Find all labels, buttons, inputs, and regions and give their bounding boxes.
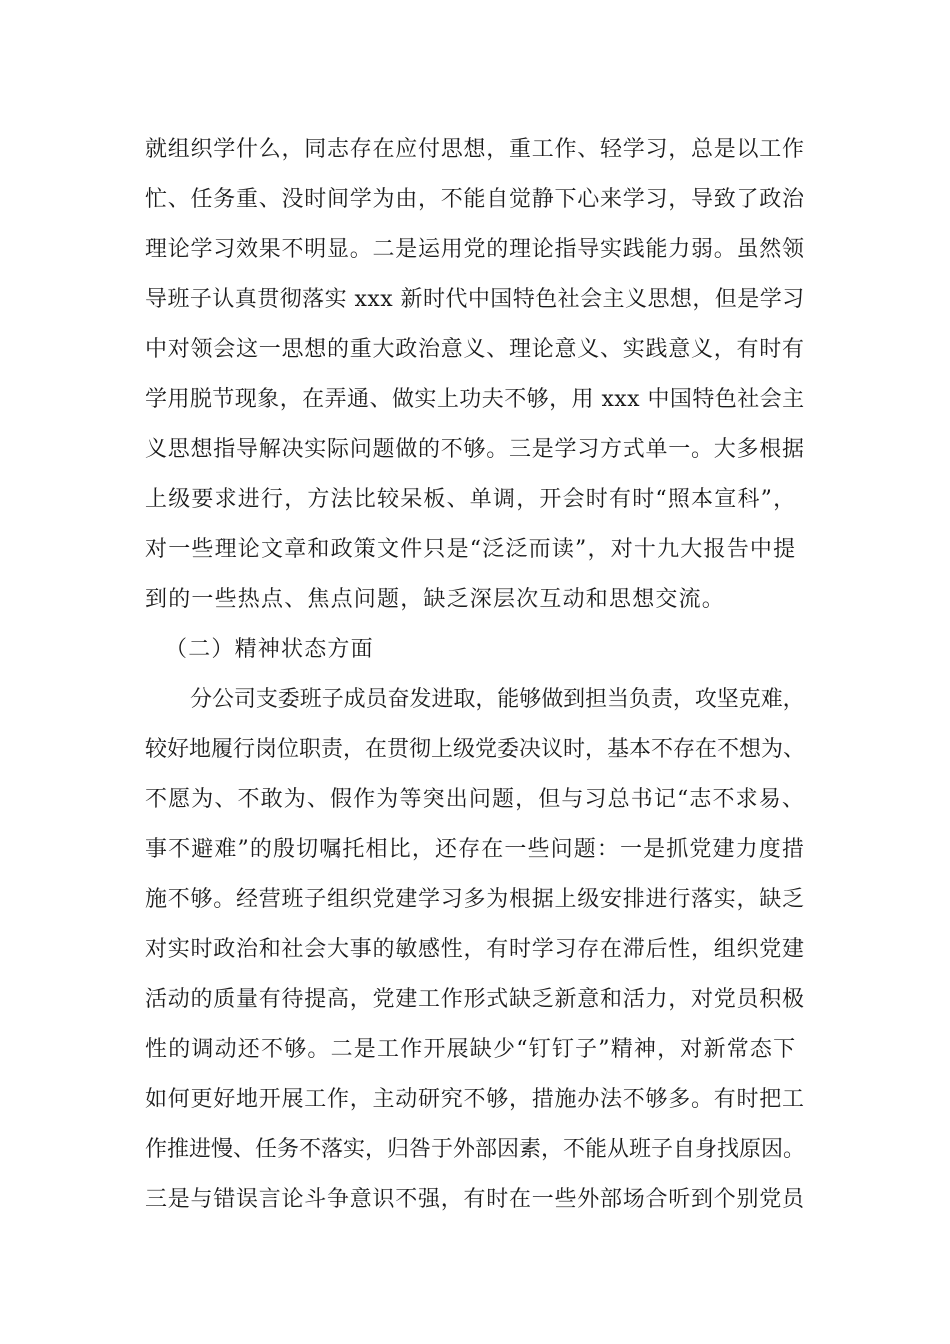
paragraph-line: 导班子认真贯彻落实 xxx 新时代中国特色社会主义思想，但是学习 <box>145 287 805 312</box>
paragraph-line: 如何更好地开展工作，主动研究不够，措施办法不够多。有时把工 <box>145 1087 805 1112</box>
paragraph-line: 三是与错误言论斗争意识不强，有时在一些外部场合听到个别党员 <box>145 1187 805 1212</box>
paragraph-line: 不愿为、不敢为、假作为等突出问题，但与习总书记“志不求易、 <box>145 787 806 812</box>
paragraph-line: 学用脱节现象，在弄通、做实上功夫不够，用 xxx 中国特色社会主 <box>145 387 805 412</box>
paragraph-line: 作推进慢、任务不落实，归咎于外部因素，不能从班子自身找原因。 <box>145 1137 806 1162</box>
paragraph-line: 事不避难”的殷切嘱托相比，还存在一些问题：一是抓党建力度措 <box>145 837 806 862</box>
paragraph-line: 上级要求进行，方法比较呆板、单调，开会时有时“照本宣科”， <box>145 487 797 512</box>
paragraph-line: 就组织学什么，同志存在应付思想，重工作、轻学习，总是以工作 <box>145 137 805 162</box>
paragraph-line: 对实时政治和社会大事的敏感性，有时学习存在滞后性，组织党建 <box>145 937 805 962</box>
paragraph-line: 中对领会这一思想的重大政治意义、理论意义、实践意义，有时有 <box>145 337 805 362</box>
paragraph-line: 活动的质量有待提高，党建工作形式缺乏新意和活力，对党员积极 <box>145 987 805 1012</box>
paragraph-line: 较好地履行岗位职责，在贯彻上级党委决议时，基本不存在不想为、 <box>145 737 806 762</box>
paragraph-line: 分公司支委班子成员奋发进取，能够做到担当负责，攻坚克难， <box>190 687 805 712</box>
paragraph-line: 义思想指导解决实际问题做的不够。三是学习方式单一。大多根据 <box>145 437 805 462</box>
section-heading: （二）精神状态方面 <box>165 637 374 662</box>
paragraph-line: 对一些理论文章和政策文件只是“泛泛而读”，对十九大报告中提 <box>145 537 797 562</box>
paragraph-line: 到的一些热点、焦点问题，缺乏深层次互动和思想交流。 <box>145 587 726 612</box>
paragraph-line: 理论学习效果不明显。二是运用党的理论指导实践能力弱。虽然领 <box>145 237 805 262</box>
paragraph-line: 施不够。经营班子组织党建学习多为根据上级安排进行落实，缺乏 <box>145 887 805 912</box>
paragraph-line: 忙、任务重、没时间学为由，不能自觉静下心来学习，导致了政治 <box>145 187 805 212</box>
paragraph-line: 性的调动还不够。二是工作开展缺少“钉钉子”精神，对新常态下 <box>145 1037 797 1062</box>
